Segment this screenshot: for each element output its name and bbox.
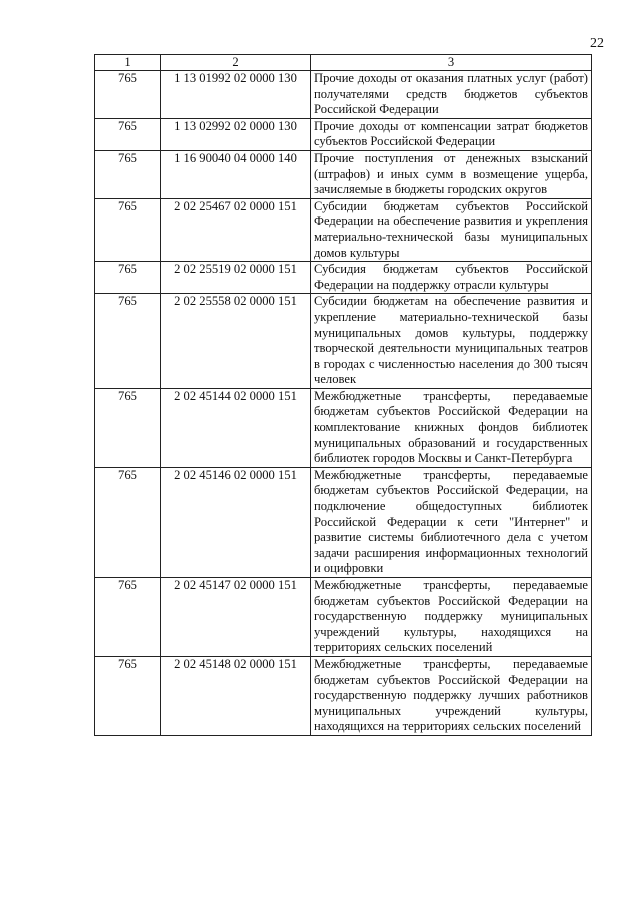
admin-code-cell: 765 — [95, 71, 161, 119]
revenue-name-cell: Межбюджетные трансферты, передаваемые бюджетам субъектов Российской Федерации на государственную поддержку муниципальных учреждений культуры, находящихся на территориях сельских поселений — [311, 578, 592, 657]
table-row — [95, 262, 592, 294]
budget-code-cell: 2 02 25558 02 0000 151 — [161, 294, 311, 389]
table-row — [95, 150, 592, 198]
admin-code-cell: 765 — [95, 467, 161, 577]
revenue-name-cell: Субсидия бюджетам субъектов Российской Федерации на поддержку отрасли культуры — [311, 262, 592, 294]
table-row — [95, 118, 592, 150]
budget-code-cell: 1 16 90040 04 0000 140 — [161, 150, 311, 198]
revenue-name-cell: Прочие поступления от денежных взысканий (штрафов) и иных сумм в возмещение ущерба, зачисляемые в бюджеты городских округов — [311, 150, 592, 198]
table-row — [95, 71, 592, 119]
budget-code-cell: 2 02 45148 02 0000 151 — [161, 656, 311, 735]
revenue-name-cell: Межбюджетные трансферты, передаваемые бюджетам субъектов Российской Федерации, на подключение общедоступных библиотек Российской Федерации к сети "Интернет" и развитие системы библиотечного дела с учетом задачи расширения информационных технологий и оцифровки — [311, 467, 592, 577]
revenue-name-cell: Межбюджетные трансферты, передаваемые бюджетам субъектов Российской Федерации на комплектование книжных фондов библиотек муниципальных образований и государственных библиотек городов Москвы и Санкт-Петербурга — [311, 388, 592, 467]
budget-code-cell: 2 02 25519 02 0000 151 — [161, 262, 311, 294]
table-row — [95, 467, 592, 577]
table-row — [95, 656, 592, 735]
admin-code-cell: 765 — [95, 198, 161, 261]
table-row — [95, 388, 592, 467]
column-header-1: 1 — [95, 55, 161, 71]
admin-code-cell: 765 — [95, 656, 161, 735]
admin-code-cell: 765 — [95, 294, 161, 389]
table-row — [95, 198, 592, 261]
table-row — [95, 578, 592, 657]
budget-code-cell: 2 02 45144 02 0000 151 — [161, 388, 311, 467]
table-row — [95, 294, 592, 389]
revenue-name-cell: Прочие доходы от компенсации затрат бюджетов субъектов Российской Федерации — [311, 118, 592, 150]
page-number: 22 — [590, 36, 604, 51]
revenue-name-cell: Субсидии бюджетам на обеспечение развития и укрепление материально-технической базы муниципальных домов культуры, поддержку творческой деятельности муниципальных театров в городах с численностью населения до 300 тысяч человек — [311, 294, 592, 389]
revenue-name-cell: Прочие доходы от оказания платных услуг (работ) получателями средств бюджетов субъектов Российской Федерации — [311, 71, 592, 119]
table-header-row — [95, 55, 592, 71]
budget-code-cell: 2 02 45147 02 0000 151 — [161, 578, 311, 657]
budget-code-cell: 1 13 01992 02 0000 130 — [161, 71, 311, 119]
admin-code-cell: 765 — [95, 262, 161, 294]
budget-code-cell: 1 13 02992 02 0000 130 — [161, 118, 311, 150]
column-header-3: 3 — [311, 55, 592, 71]
admin-code-cell: 765 — [95, 388, 161, 467]
admin-code-cell: 765 — [95, 118, 161, 150]
column-header-2: 2 — [161, 55, 311, 71]
revenue-name-cell: Межбюджетные трансферты, передаваемые бюджетам субъектов Российской Федерации на государственную поддержку лучших работников муниципальных учреждений культуры, находящихся на территориях сельских поселений — [311, 656, 592, 735]
revenue-name-cell: Субсидии бюджетам субъектов Российской Федерации на обеспечение развития и укрепления материально-технической базы муниципальных домов культуры — [311, 198, 592, 261]
budget-code-cell: 2 02 25467 02 0000 151 — [161, 198, 311, 261]
budget-code-cell: 2 02 45146 02 0000 151 — [161, 467, 311, 577]
admin-code-cell: 765 — [95, 150, 161, 198]
admin-code-cell: 765 — [95, 578, 161, 657]
revenue-codes-table — [94, 54, 592, 736]
